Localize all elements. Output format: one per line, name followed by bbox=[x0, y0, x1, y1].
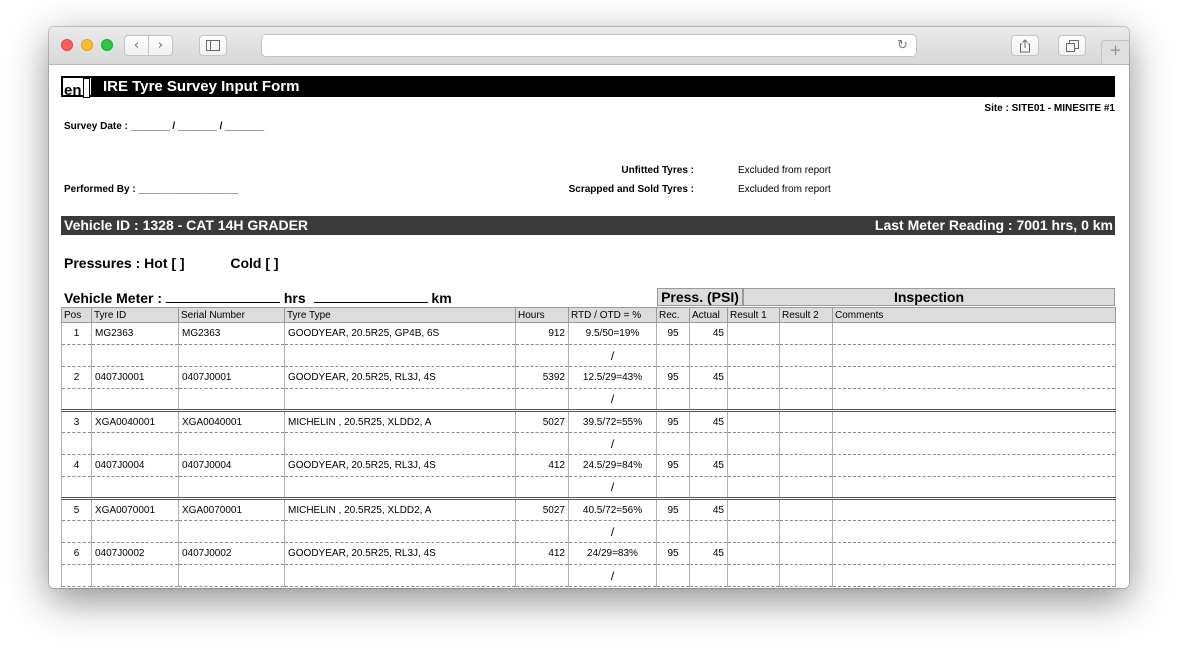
cell-pos: 3 bbox=[62, 411, 92, 433]
back-button[interactable] bbox=[124, 35, 149, 56]
rtd-entry-cell[interactable]: / bbox=[569, 433, 657, 455]
table-header-row bbox=[62, 308, 1116, 323]
entry-cell[interactable] bbox=[690, 477, 728, 499]
cell-hours: 5392 bbox=[516, 367, 569, 389]
cell-pos: 1 bbox=[62, 323, 92, 345]
table-entry-row bbox=[62, 521, 1116, 543]
performed-by-field: Performed By : __________________ bbox=[64, 184, 239, 195]
cell-press-rec: 95 bbox=[657, 455, 690, 477]
cell-pos: 2 bbox=[62, 367, 92, 389]
entry-cell[interactable] bbox=[780, 345, 833, 367]
cell-comments-input[interactable] bbox=[833, 411, 1116, 433]
rtd-entry-cell[interactable]: / bbox=[569, 565, 657, 587]
pressures-row bbox=[64, 255, 279, 271]
column-header-tyre-id: Tyre ID bbox=[92, 308, 179, 323]
table-row bbox=[62, 543, 1116, 565]
cell-tyre-type: GOODYEAR, 20.5R25, RL3J, 4S bbox=[285, 543, 516, 565]
table-entry-row bbox=[62, 477, 1116, 499]
form-header-bar bbox=[61, 76, 1115, 97]
entry-cell[interactable] bbox=[92, 433, 179, 455]
cell-tyre-id: 0407J0001 bbox=[92, 367, 179, 389]
rtd-entry-cell[interactable]: / bbox=[569, 521, 657, 543]
entry-cell[interactable] bbox=[179, 565, 285, 587]
cell-hours: 5027 bbox=[516, 411, 569, 433]
entry-cell[interactable] bbox=[285, 477, 516, 499]
entry-cell[interactable] bbox=[516, 389, 569, 411]
cell-tyre-id: 0407J0002 bbox=[92, 543, 179, 565]
vehicle-id: Vehicle ID : 1328 - CAT 14H GRADER bbox=[64, 217, 309, 233]
entry-cell[interactable] bbox=[657, 433, 690, 455]
cell-tyre-id: XGA0070001 bbox=[92, 499, 179, 521]
forward-button[interactable] bbox=[148, 35, 173, 56]
entry-cell[interactable] bbox=[516, 345, 569, 367]
text-cursor bbox=[83, 78, 90, 98]
cell-tyre-id: 0407J0004 bbox=[92, 455, 179, 477]
entry-cell[interactable] bbox=[780, 433, 833, 455]
cell-result-1-input[interactable] bbox=[728, 543, 780, 565]
entry-cell[interactable] bbox=[285, 345, 516, 367]
entry-cell[interactable] bbox=[62, 389, 92, 411]
vehicle-bar bbox=[61, 216, 1115, 235]
meter-km-unit: km bbox=[431, 290, 452, 306]
page-content bbox=[49, 65, 1129, 588]
cell-press-rec: 95 bbox=[657, 543, 690, 565]
entry-cell[interactable] bbox=[516, 477, 569, 499]
browser-window bbox=[49, 27, 1129, 588]
entry-cell[interactable] bbox=[780, 565, 833, 587]
reload-icon[interactable]: ↻ bbox=[897, 38, 908, 53]
inspection-group-header: Inspection bbox=[743, 288, 1115, 306]
column-header-press-actual: Actual bbox=[690, 308, 728, 323]
entry-cell[interactable] bbox=[728, 521, 780, 543]
entry-cell[interactable] bbox=[657, 565, 690, 587]
entry-cell[interactable] bbox=[780, 477, 833, 499]
entry-cell[interactable] bbox=[516, 521, 569, 543]
entry-cell[interactable] bbox=[690, 389, 728, 411]
page-title: IRE Tyre Survey Input Form bbox=[103, 78, 300, 95]
entry-cell[interactable] bbox=[690, 521, 728, 543]
entry-cell[interactable] bbox=[92, 565, 179, 587]
show-tabs-button[interactable] bbox=[1058, 35, 1086, 56]
rtd-entry-cell[interactable]: / bbox=[569, 389, 657, 411]
entry-cell[interactable] bbox=[657, 389, 690, 411]
table-entry-row bbox=[62, 345, 1116, 367]
cell-result-2-input[interactable] bbox=[780, 323, 833, 345]
cell-serial-number: XGA0070001 bbox=[179, 499, 285, 521]
rtd-entry-cell[interactable]: / bbox=[569, 345, 657, 367]
entry-cell[interactable] bbox=[657, 345, 690, 367]
vehicle-meter-label: Vehicle Meter : bbox=[64, 290, 163, 306]
column-header-comments: Comments bbox=[833, 308, 1116, 323]
cell-press-actual: 45 bbox=[690, 543, 728, 565]
cell-press-actual: 45 bbox=[690, 411, 728, 433]
cell-comments-input[interactable] bbox=[833, 455, 1116, 477]
share-button[interactable] bbox=[1011, 35, 1039, 56]
entry-cell[interactable] bbox=[728, 565, 780, 587]
entry-cell[interactable] bbox=[728, 345, 780, 367]
cell-comments-input[interactable] bbox=[833, 543, 1116, 565]
column-header-result-2: Result 2 bbox=[780, 308, 833, 323]
cell-press-actual: 45 bbox=[690, 323, 728, 345]
cell-result-1-input[interactable] bbox=[728, 455, 780, 477]
entry-cell[interactable] bbox=[285, 521, 516, 543]
plus-icon: + bbox=[1109, 41, 1122, 59]
cell-press-actual: 45 bbox=[690, 499, 728, 521]
table-row bbox=[62, 499, 1116, 521]
sidebar-icon bbox=[206, 40, 220, 51]
entry-cell[interactable] bbox=[62, 345, 92, 367]
chevron-right-icon: › bbox=[157, 38, 164, 53]
entry-cell[interactable] bbox=[780, 389, 833, 411]
cell-rtd-otd: 24.5/29=84% bbox=[569, 455, 657, 477]
meter-hrs-unit: hrs bbox=[283, 290, 306, 306]
meter-km-line bbox=[314, 291, 428, 303]
cell-press-rec: 95 bbox=[657, 411, 690, 433]
entry-cell[interactable] bbox=[92, 345, 179, 367]
chevron-left-icon: ‹ bbox=[133, 38, 140, 53]
entry-cell[interactable] bbox=[833, 565, 1116, 587]
scrapped-tyres-label: Scrapped and Sold Tyres : bbox=[568, 184, 694, 195]
cell-result-1-input[interactable] bbox=[728, 367, 780, 389]
cell-rtd-otd: 12.5/29=43% bbox=[569, 367, 657, 389]
entry-cell[interactable] bbox=[728, 389, 780, 411]
scrapped-tyres-value: Excluded from report bbox=[738, 184, 831, 195]
entry-cell[interactable] bbox=[62, 565, 92, 587]
entry-cell[interactable] bbox=[833, 345, 1116, 367]
entry-cell[interactable] bbox=[657, 521, 690, 543]
survey-date-field: Survey Date : _______ / _______ / _______ bbox=[64, 121, 265, 132]
entry-cell[interactable] bbox=[690, 565, 728, 587]
cell-hours: 412 bbox=[516, 543, 569, 565]
table-row bbox=[62, 367, 1116, 389]
tyre-survey-table bbox=[61, 307, 1116, 587]
entry-cell[interactable] bbox=[62, 521, 92, 543]
fullscreen-window-button[interactable] bbox=[101, 39, 113, 51]
close-window-button[interactable] bbox=[61, 39, 73, 51]
entry-cell[interactable] bbox=[179, 345, 285, 367]
cell-result-1-input[interactable] bbox=[728, 499, 780, 521]
cell-result-1-input[interactable] bbox=[728, 411, 780, 433]
table-row bbox=[62, 411, 1116, 433]
entry-cell[interactable] bbox=[285, 565, 516, 587]
cell-rtd-otd: 39.5/72=55% bbox=[569, 411, 657, 433]
column-header-press-rec: Rec. bbox=[657, 308, 690, 323]
cell-hours: 412 bbox=[516, 455, 569, 477]
unfitted-tyres-label: Unfitted Tyres : bbox=[621, 165, 694, 176]
browser-toolbar bbox=[49, 27, 1129, 65]
cell-result-1-input[interactable] bbox=[728, 323, 780, 345]
entry-cell[interactable] bbox=[516, 433, 569, 455]
share-icon bbox=[1019, 39, 1031, 53]
cell-comments-input[interactable] bbox=[833, 323, 1116, 345]
address-bar[interactable] bbox=[261, 34, 917, 57]
cell-press-rec: 95 bbox=[657, 323, 690, 345]
cell-result-2-input[interactable] bbox=[780, 499, 833, 521]
cell-serial-number: 0407J0001 bbox=[179, 367, 285, 389]
site-label: Site : SITE01 - MINESITE #1 bbox=[984, 103, 1115, 114]
cell-result-2-input[interactable] bbox=[780, 543, 833, 565]
entry-cell[interactable] bbox=[92, 477, 179, 499]
sidebar-button[interactable] bbox=[199, 35, 227, 56]
cell-rtd-otd: 9.5/50=19% bbox=[569, 323, 657, 345]
cell-pos: 4 bbox=[62, 455, 92, 477]
entry-cell[interactable] bbox=[657, 477, 690, 499]
vehicle-meter-row bbox=[64, 290, 452, 306]
column-header-rtd-otd: RTD / OTD = % bbox=[569, 308, 657, 323]
entry-cell[interactable] bbox=[728, 477, 780, 499]
entry-cell[interactable] bbox=[285, 389, 516, 411]
entry-cell[interactable] bbox=[690, 345, 728, 367]
tabs-icon bbox=[1066, 40, 1079, 52]
entry-cell[interactable] bbox=[285, 433, 516, 455]
entry-cell[interactable] bbox=[833, 389, 1116, 411]
cell-press-actual: 45 bbox=[690, 455, 728, 477]
cell-tyre-type: GOODYEAR, 20.5R25, RL3J, 4S bbox=[285, 455, 516, 477]
column-header-tyre-type: Tyre Type bbox=[285, 308, 516, 323]
cell-tyre-id: XGA0040001 bbox=[92, 411, 179, 433]
press-psi-group-header: Press. (PSI) bbox=[657, 288, 743, 306]
cell-serial-number: 0407J0002 bbox=[179, 543, 285, 565]
cell-pos: 5 bbox=[62, 499, 92, 521]
entry-cell[interactable] bbox=[62, 433, 92, 455]
company-logo: en bbox=[63, 78, 91, 95]
cell-press-rec: 95 bbox=[657, 499, 690, 521]
table-row bbox=[62, 455, 1116, 477]
column-header-serial-number: Serial Number bbox=[179, 308, 285, 323]
cell-comments-input[interactable] bbox=[833, 367, 1116, 389]
table-entry-row bbox=[62, 389, 1116, 411]
pressures-cold: Cold [ ] bbox=[230, 255, 279, 271]
cell-press-rec: 95 bbox=[657, 367, 690, 389]
cell-rtd-otd: 24/29=83% bbox=[569, 543, 657, 565]
entry-cell[interactable] bbox=[833, 433, 1116, 455]
unfitted-tyres-value: Excluded from report bbox=[738, 165, 831, 176]
cell-result-2-input[interactable] bbox=[780, 455, 833, 477]
cell-hours: 912 bbox=[516, 323, 569, 345]
cell-comments-input[interactable] bbox=[833, 499, 1116, 521]
cell-tyre-id: MG2363 bbox=[92, 323, 179, 345]
minimize-window-button[interactable] bbox=[81, 39, 93, 51]
cell-serial-number: XGA0040001 bbox=[179, 411, 285, 433]
entry-cell[interactable] bbox=[833, 477, 1116, 499]
cell-result-2-input[interactable] bbox=[780, 367, 833, 389]
cell-pos: 6 bbox=[62, 543, 92, 565]
table-entry-row bbox=[62, 433, 1116, 455]
entry-cell[interactable] bbox=[62, 477, 92, 499]
cell-tyre-type: MICHELIN , 20.5R25, XLDD2, A bbox=[285, 499, 516, 521]
entry-cell[interactable] bbox=[92, 389, 179, 411]
entry-cell[interactable] bbox=[728, 433, 780, 455]
cell-rtd-otd: 40.5/72=56% bbox=[569, 499, 657, 521]
entry-cell[interactable] bbox=[690, 433, 728, 455]
entry-cell[interactable] bbox=[179, 389, 285, 411]
cell-serial-number: MG2363 bbox=[179, 323, 285, 345]
entry-cell[interactable] bbox=[516, 565, 569, 587]
entry-cell[interactable] bbox=[179, 433, 285, 455]
cell-tyre-type: GOODYEAR, 20.5R25, RL3J, 4S bbox=[285, 367, 516, 389]
column-header-pos: Pos bbox=[62, 308, 92, 323]
cell-hours: 5027 bbox=[516, 499, 569, 521]
entry-cell[interactable] bbox=[179, 521, 285, 543]
rtd-entry-cell[interactable]: / bbox=[569, 477, 657, 499]
meter-hrs-line bbox=[166, 291, 280, 303]
cell-press-actual: 45 bbox=[690, 367, 728, 389]
cell-result-2-input[interactable] bbox=[780, 411, 833, 433]
table-entry-row bbox=[62, 565, 1116, 587]
entry-cell[interactable] bbox=[833, 521, 1116, 543]
last-meter-reading: Last Meter Reading : 7001 hrs, 0 km bbox=[874, 217, 1113, 233]
table-row bbox=[62, 323, 1116, 345]
column-header-result-1: Result 1 bbox=[728, 308, 780, 323]
entry-cell[interactable] bbox=[92, 521, 179, 543]
cell-tyre-type: MICHELIN , 20.5R25, XLDD2, A bbox=[285, 411, 516, 433]
entry-cell[interactable] bbox=[179, 477, 285, 499]
cell-tyre-type: GOODYEAR, 20.5R25, GP4B, 6S bbox=[285, 323, 516, 345]
cell-serial-number: 0407J0004 bbox=[179, 455, 285, 477]
new-tab-button[interactable] bbox=[1101, 40, 1129, 64]
column-header-hours: Hours bbox=[516, 308, 569, 323]
pressures-hot: Pressures : Hot [ ] bbox=[64, 255, 185, 271]
entry-cell[interactable] bbox=[780, 521, 833, 543]
